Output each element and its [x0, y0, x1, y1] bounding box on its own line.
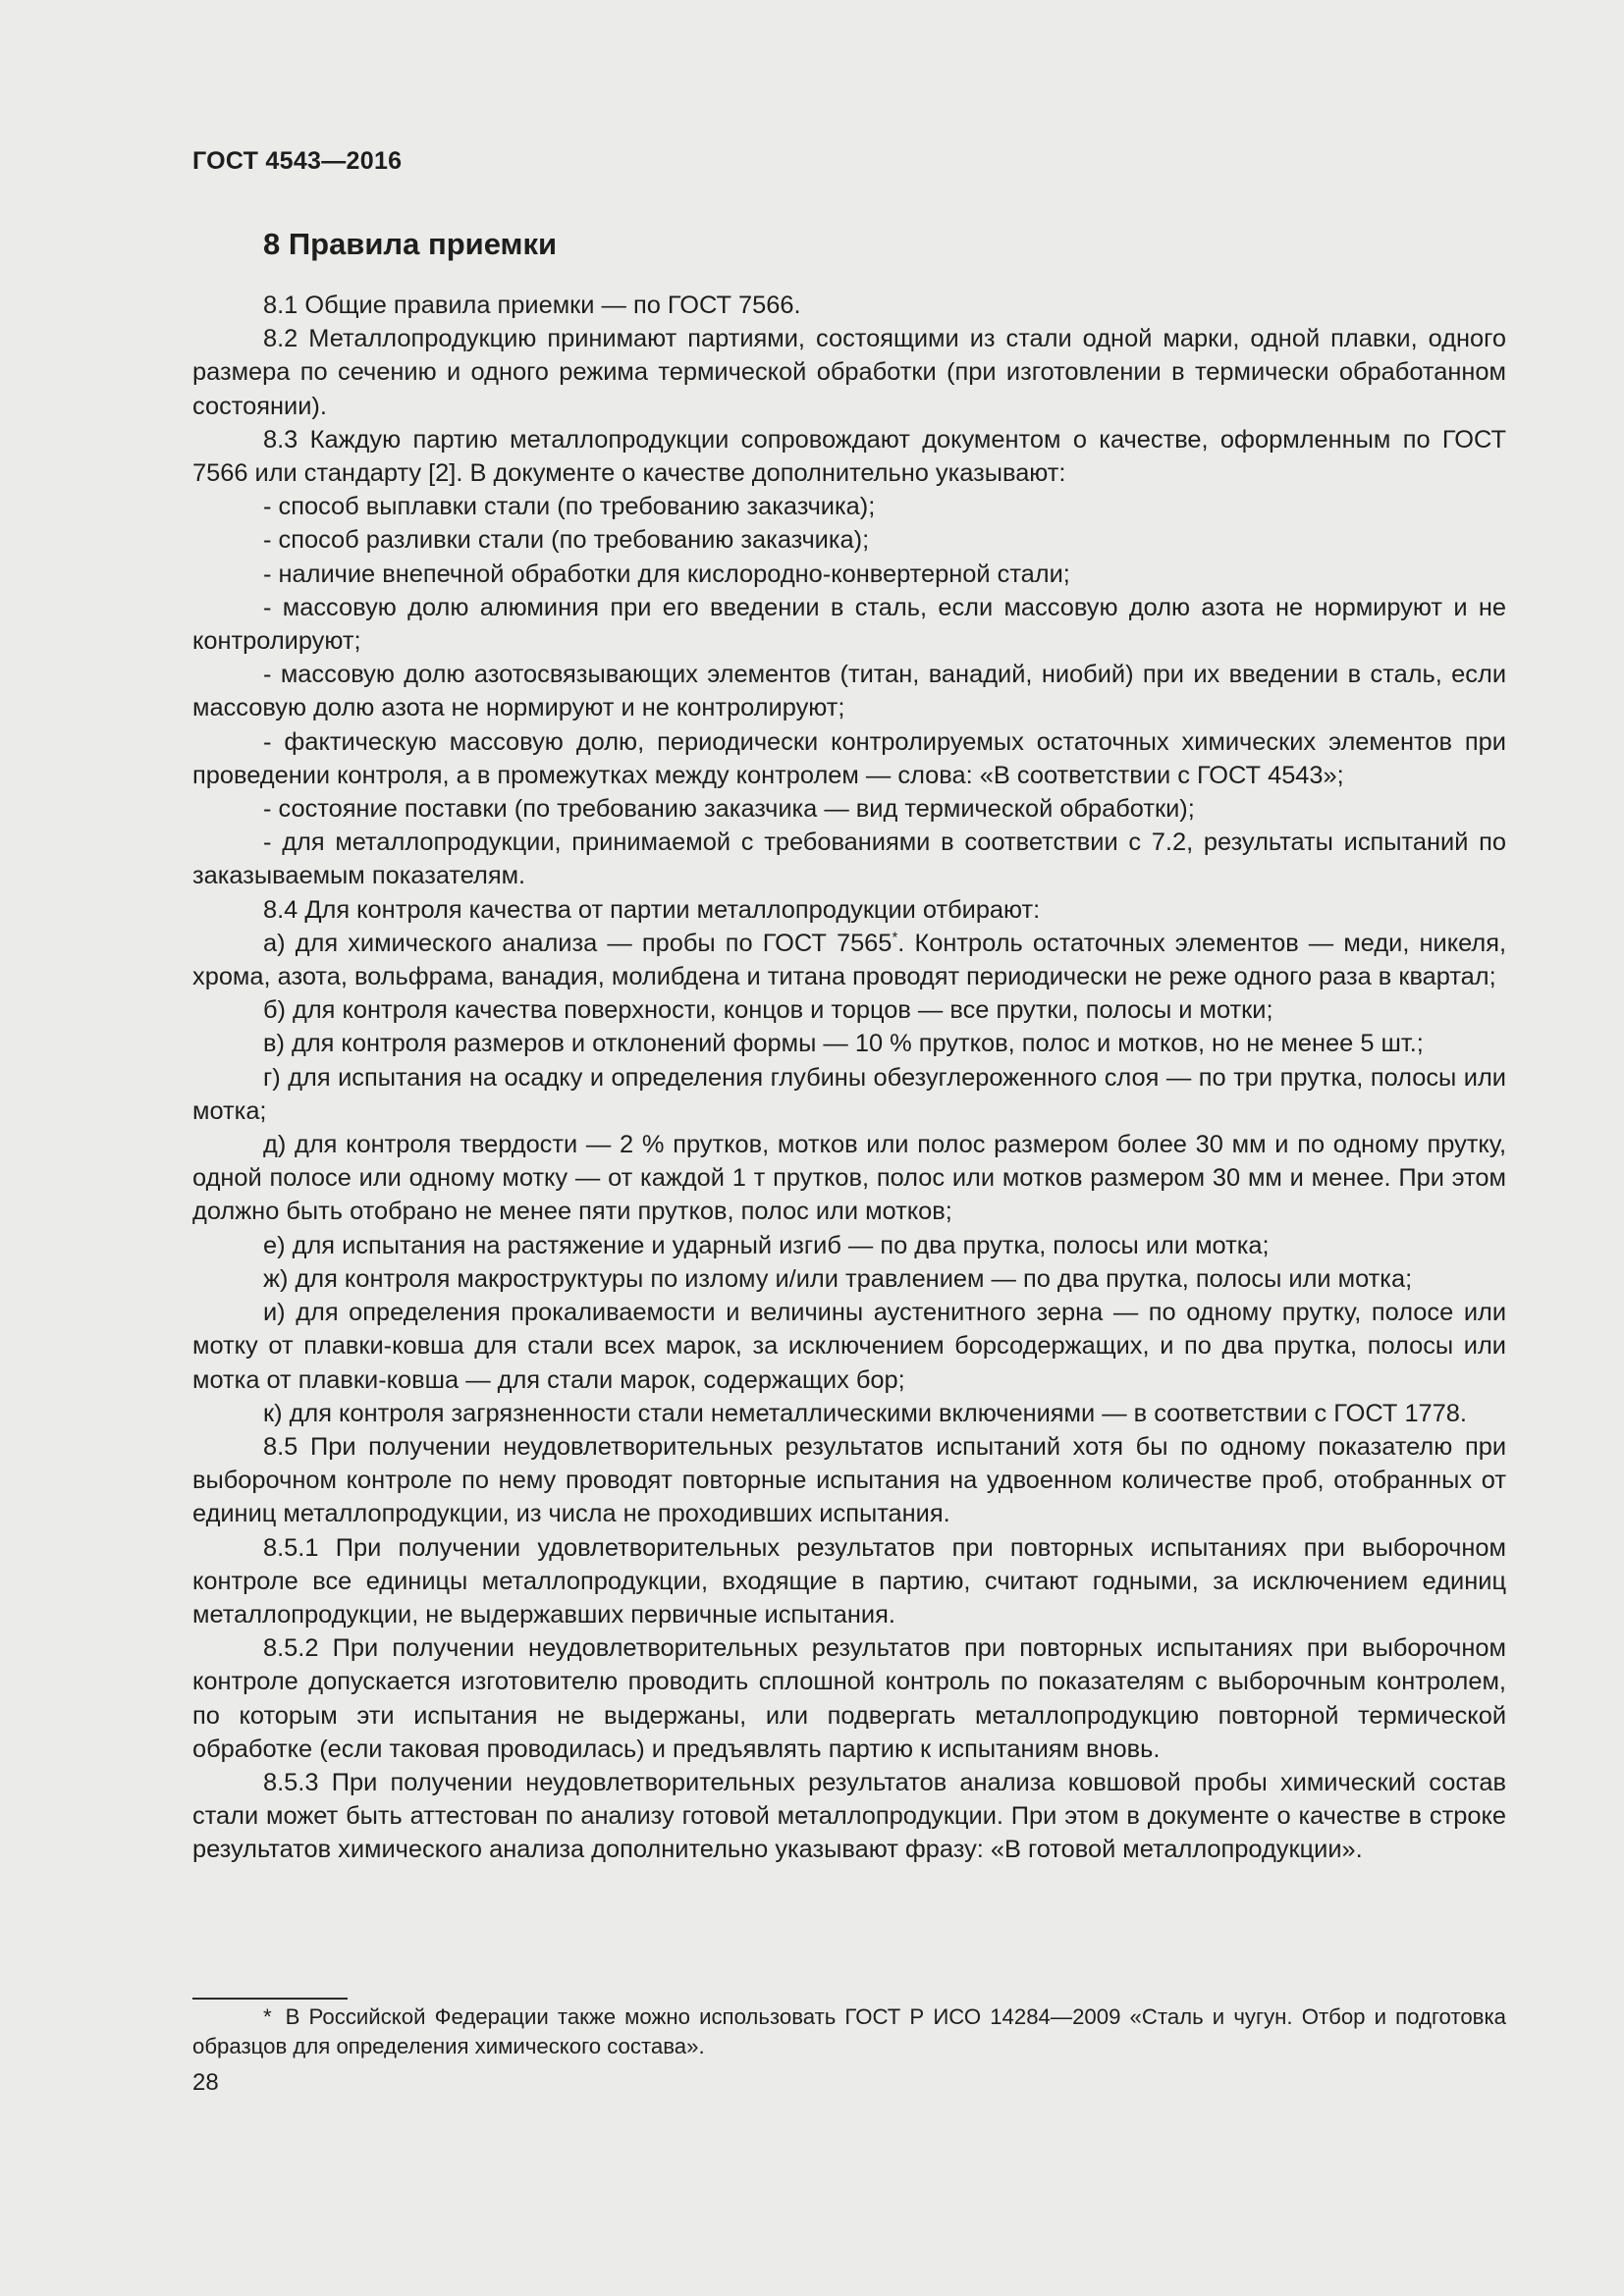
list-item-delivery-condition: - состояние поставки (по требованию заказчика — вид термической обработки); — [263, 795, 1195, 824]
page-number: 28 — [192, 2069, 219, 2096]
document-body — [192, 222, 1506, 1867]
list-item-smelting-method: - способ выплавки стали (по требованию заказчика); — [263, 493, 876, 521]
list-item-casting-method: - способ разливки стали (по требованию заказчика); — [263, 526, 870, 555]
list-item-out-of-furnace-treatment: - наличие внепечной обработки для кислородно-конвертерной стали; — [263, 560, 1070, 588]
sampling-item-k: к) для контроля загрязненности стали неметаллическими включениями — в соответствии с ГОСТ 1778. — [263, 1399, 1467, 1427]
section-title: 8 Правила приемки — [263, 227, 558, 261]
sampling-item-a — [192, 927, 1506, 993]
paragraph-8-4: 8.4 Для контроля качества от партии металлопродукции отбирают: — [263, 895, 1041, 924]
footnote-reference[interactable]: * — [892, 929, 898, 946]
paragraph-8-5-1: 8.5.1 При получении удовлетворительных результатов при повторных испытаниях при выборочном контроле все единицы металлопродукции, входящие в партию, считают годными, за исключением единиц металлопродукции, не выдержавших первичные испытания. — [192, 1533, 1506, 1629]
paragraph-8-2: 8.2 Металлопродукцию принимают партиями, состоящими из стали одной марки, одной плавки, одного размера по сечению и одного режима термической обработки (при изготовлении в термически обработанном состоянии). — [192, 325, 1506, 420]
document-header: ГОСТ 4543—2016 — [192, 147, 403, 175]
footnote-mark: * — [263, 2004, 272, 2029]
footnote-divider — [192, 1998, 348, 2000]
list-item-aluminium-fraction: - массовую долю алюминия при его введении в сталь, если массовую долю азота не нормируют и не контролируют; — [192, 593, 1506, 656]
paragraph-8-5-2: 8.5.2 При получении неудовлетворительных результатов при повторных испытаниях при выборочном контроле допускается изготовителю проводить сплошной контроль по показателям с выборочным контролем, по которым эти испытания не выдержаны, или подвергать металлопродукцию повторной термической обработке (если таковая проводилась) и предъявлять партию к испытаниям вновь. — [192, 1634, 1506, 1763]
sampling-item-zh: ж) для контроля макроструктуры по излому и/или травлением — по два прутка, полосы или мотка; — [263, 1264, 1413, 1293]
sampling-item-g: г) для испытания на осадку и определения глубины обезуглероженного слоя — по три прутка, полосы или мотка; — [192, 1063, 1506, 1125]
sampling-item-d: д) для контроля твердости — 2 % прутков, мотков или полос размером более 30 мм и по одному прутку, одной полосе или одному мотку — от каждой 1 т прутков, полос или мотков размером 30 мм и менее. При этом должно быть отобрано не менее пяти прутков, полос или мотков; — [192, 1131, 1506, 1226]
list-item-test-results: - для металлопродукции, принимаемой с требованиями в соответствии с 7.2, результаты испытаний по заказываемым показателям. — [192, 828, 1506, 890]
paragraph-8-5-3: 8.5.3 При получении неудовлетворительных результатов анализа ковшовой пробы химический состав стали может быть аттестован по анализу готовой металлопродукции. При этом в документе о качестве в строке результатов химического анализа дополнительно указывают фразу: «В готовой металлопродукции». — [192, 1768, 1506, 1864]
paragraph-8-3: 8.3 Каждую партию металлопродукции сопровождают документом о качестве, оформленным по ГОСТ 7566 или стандарту [2]. В документе о качестве дополнительно указывают: — [192, 425, 1506, 488]
sampling-item-v: в) для контроля размеров и отклонений формы — 10 % прутков, полос и мотков, но не менее 5 шт.; — [263, 1030, 1424, 1058]
sampling-item-b: б) для контроля качества поверхности, концов и торцов — все прутки, полосы и мотки; — [263, 996, 1273, 1025]
footnote — [192, 2002, 1506, 2061]
paragraph-8-1: 8.1 Общие правила приемки — по ГОСТ 7566. — [263, 292, 801, 319]
sampling-item-e: е) для испытания на растяжение и ударный изгиб — по два прутка, полосы или мотка; — [263, 1231, 1270, 1259]
sampling-item-i: и) для определения прокаливаемости и величины аустенитного зерна — по одному прутку, полосе или мотку от плавки-ковша для стали всех марок, за исключением борсодержащих, и по два прутка, полосы или мотка от плавки-ковша — для стали марок, содержащих бор; — [192, 1299, 1506, 1394]
list-item-nitrogen-binding-elements: - массовую долю азотосвязывающих элементов (титан, ванадий, ниобий) при их введении в сталь, если массовую долю азота не нормируют и не контролируют; — [192, 661, 1506, 722]
list-item-residual-elements: - фактическую массовую долю, периодически контролируемых остаточных химических элементов при проведении контроля, а в промежутках между контролем — слова: «В соответствии с ГОСТ 4543»; — [192, 727, 1506, 789]
sampling-item-a-continuation: . Контроль остаточных элементов — меди, никеля, хрома, азота, вольфрама, ванадия, молибдена и титана проводят периодически не реже одного раза в квартал; — [192, 929, 1507, 991]
footnote-text: В Российской Федерации также можно использовать ГОСТ Р ИСО 14284—2009 «Сталь и чугун. Отбор и подготовка образцов для определения химического состава». — [192, 2004, 1506, 2058]
paragraph-8-5: 8.5 При получении неудовлетворительных результатов испытаний хотя бы по одному показателю при выборочном контроле по нему проводят повторные испытания на удвоенном количестве проб, отобранных от единиц металлопродукции, из числа не проходивших испытания. — [192, 1432, 1506, 1528]
sampling-item-a-text: а) для химического анализа — пробы по ГОСТ 7565 — [263, 929, 893, 957]
